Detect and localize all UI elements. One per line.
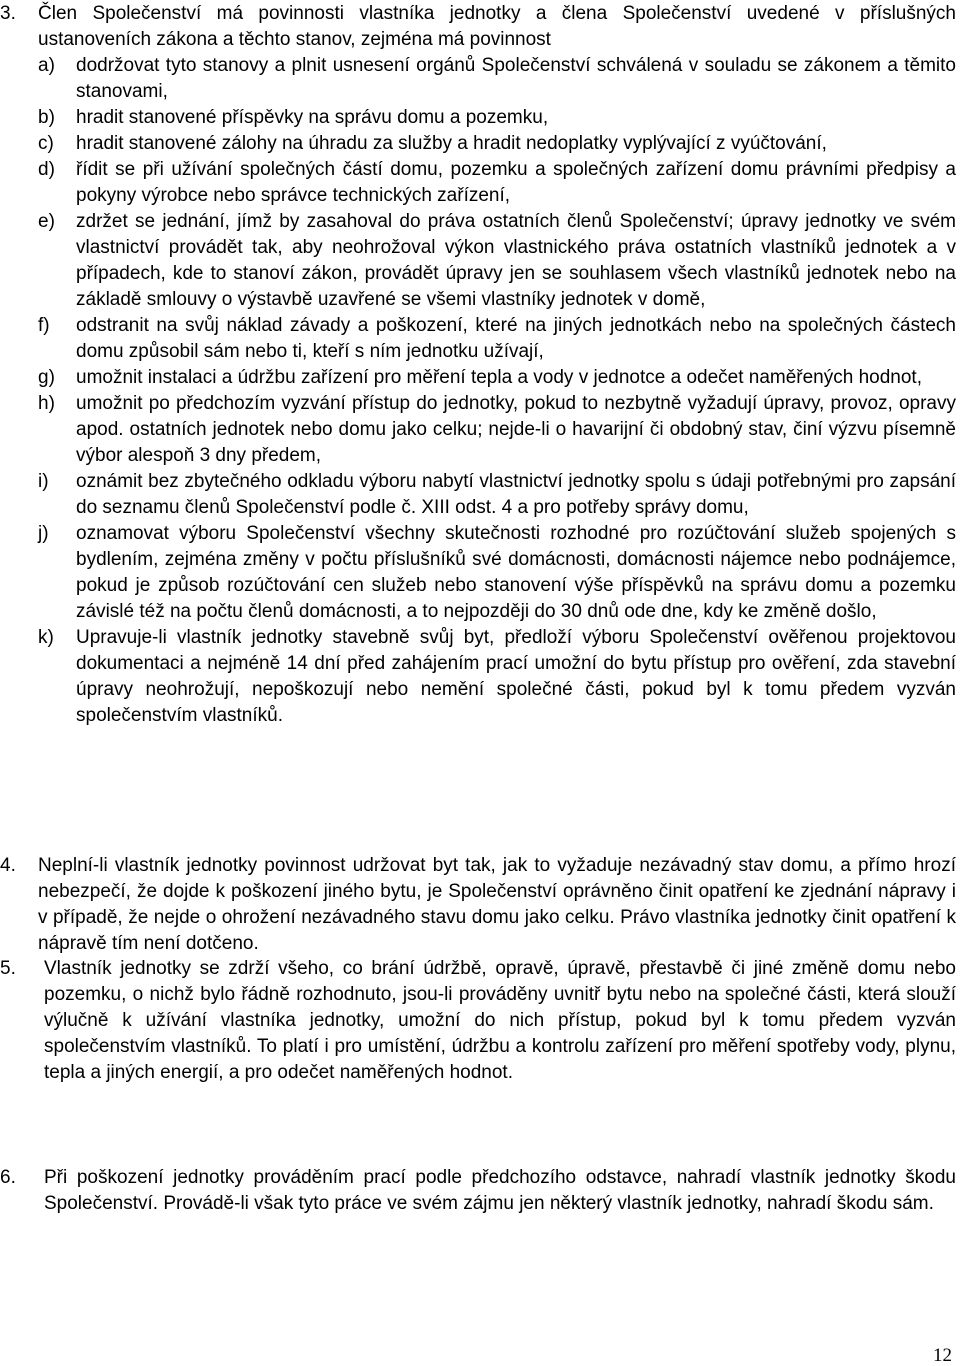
paragraph-text: Při poškození jednotky prováděním prací podle předchozího odstavce, nahradí vlastník jednotky škodu Společenství. Provádě-li však tyto práce ve svém zájmu jen některý vlastník jednotky, nahradí škodu sám. (44, 1167, 956, 1214)
item-text: umožnit po předchozím vyzvání přístup do jednotky, pokud to nezbytně vyžadují úpravy, provoz, opravy apod. ostatních jednotek nebo domu jako celku; nejde-li o havarijní či obdobný stav, činí výzvu písemně výbor alespoň 3 dny předem, (76, 393, 956, 466)
paragraph-number: 3. (0, 3, 16, 24)
list-item (0, 209, 956, 313)
item-letter: k) (38, 627, 54, 648)
item-letter: h) (38, 393, 55, 414)
paragraph-6 (0, 1165, 960, 1217)
item-letter: i) (38, 471, 49, 492)
paragraph-number: 6. (0, 1167, 16, 1188)
list-item (0, 469, 956, 521)
paragraph-text: Neplní-li vlastník jednotky povinnost udržovat byt tak, jak to vyžaduje nezávadný stav domu, a přímo hrozí nebezpečí, že dojde k poškození jiného bytu, je Společenství oprávněno činit opatření ke zjednání nápravy i v případě, že nejde o ohrožení nezávadného stavu domu jako celku. Právo vlastníka jednotky činit opatření k nápravě tím není dotčeno. (38, 855, 956, 954)
item-text: Upravuje-li vlastník jednotky stavebně svůj byt, předloží výboru Společenství ověřenou projektovou dokumentaci a nejméně 14 dní před zahájením prací umožní do bytu přístup pro ověření, zda stavební úpravy neohrožují, nepoškozují nebo nemění společné části, pokud byl k tomu předem vyzván společenstvím vlastníků. (76, 627, 956, 726)
list-item (0, 105, 956, 131)
item-text: odstranit na svůj náklad závady a poškození, které na jiných jednotkách nebo na společných částech domu způsobil sám nebo ti, kteří s ním jednotku užívají, (76, 315, 956, 362)
item-text: dodržovat tyto stanovy a plnit usnesení orgánů Společenství schválená v souladu se zákonem a těmito stanovami, (76, 55, 956, 102)
item-letter: c) (38, 133, 54, 154)
item-letter: b) (38, 107, 55, 128)
list-item (0, 625, 956, 729)
paragraph-5 (0, 956, 960, 1086)
list-item (0, 157, 956, 209)
page-number: 12 (933, 1345, 952, 1366)
list-item (0, 53, 956, 105)
item-letter: a) (38, 55, 55, 76)
item-text: hradit stanovené zálohy na úhradu za služby a hradit nedoplatky vyplývající z vyúčtování, (76, 133, 827, 154)
list-item (0, 131, 956, 157)
item-letter: d) (38, 159, 55, 180)
item-letter: e) (38, 211, 55, 232)
paragraph-number: 5. (0, 958, 16, 979)
item-letter: g) (38, 367, 55, 388)
item-text: řídit se při užívání společných částí domu, pozemku a společných zařízení domu právními předpisy a pokyny výrobce nebo správce technických zařízení, (76, 159, 956, 206)
list-item (0, 365, 956, 391)
item-letter: j) (38, 523, 49, 544)
item-text: zdržet se jednání, jímž by zasahoval do práva ostatních členů Společenství; úpravy jednotky ve svém vlastnictví provádět tak, aby neohrožoval výkon vlastnického práva ostatních vlastníků jednotek a v případech, kde to stanoví zákon, provádět úpravy jen se souhlasem všech vlastníků jednotek nebo na základě smlouvy o výstavbě uzavřené se všemi vlastníky jednotek v domě, (76, 211, 956, 310)
item-text: oznámit bez zbytečného odkladu výboru nabytí vlastnictví jednotky spolu s údaji potřebnými pro zapsání do seznamu členů Společenství podle č. XIII odst. 4 a pro potřeby správy domu, (76, 471, 956, 518)
item-text: hradit stanovené příspěvky na správu domu a pozemku, (76, 107, 549, 128)
paragraph-number: 4. (0, 855, 16, 876)
paragraph-4 (0, 853, 960, 957)
obligations-list (0, 53, 960, 729)
paragraph-text: Vlastník jednotky se zdrží všeho, co brání údržbě, opravě, úpravě, přestavbě či jiné změně domu nebo pozemku, o nichž bylo řádně rozhodnuto, jsou-li prováděny uvnitř bytu nebo na společné části, která slouží výlučně k užívání vlastníka jednotky, umožní do nich přístup, pokud byl k tomu předem vyzván společenstvím vlastníků. To platí i pro umístění, údržbu a kontrolu zařízení pro měření spotřeby vody, plynu, tepla a jiných energií, a pro odečet naměřených hodnot. (44, 958, 956, 1083)
list-item (0, 391, 956, 469)
list-item (0, 313, 956, 365)
list-item (0, 521, 956, 625)
item-text: umožnit instalaci a údržbu zařízení pro měření tepla a vody v jednotce a odečet naměřených hodnot, (76, 367, 922, 388)
item-text: oznamovat výboru Společenství všechny skutečnosti rozhodné pro rozúčtování služeb spojených s bydlením, zejména změny v počtu příslušníků své domácnosti, domácnosti nájemce nebo podnájemce, pokud je způsob rozúčtování cen služeb nebo stanovení výše příspěvků na správu domu a pozemku závislé též na počtu členů domácnosti, a to nejpozději do 30 dnů ode dne, kdy ke změně došlo, (76, 523, 956, 622)
paragraph-intro: Člen Společenství má povinnosti vlastníka jednotky a člena Společenství uvedené v příslušných ustanoveních zákona a těchto stanov, zejména má povinnost (38, 3, 956, 50)
paragraph-3 (0, 1, 960, 729)
item-letter: f) (38, 315, 50, 336)
